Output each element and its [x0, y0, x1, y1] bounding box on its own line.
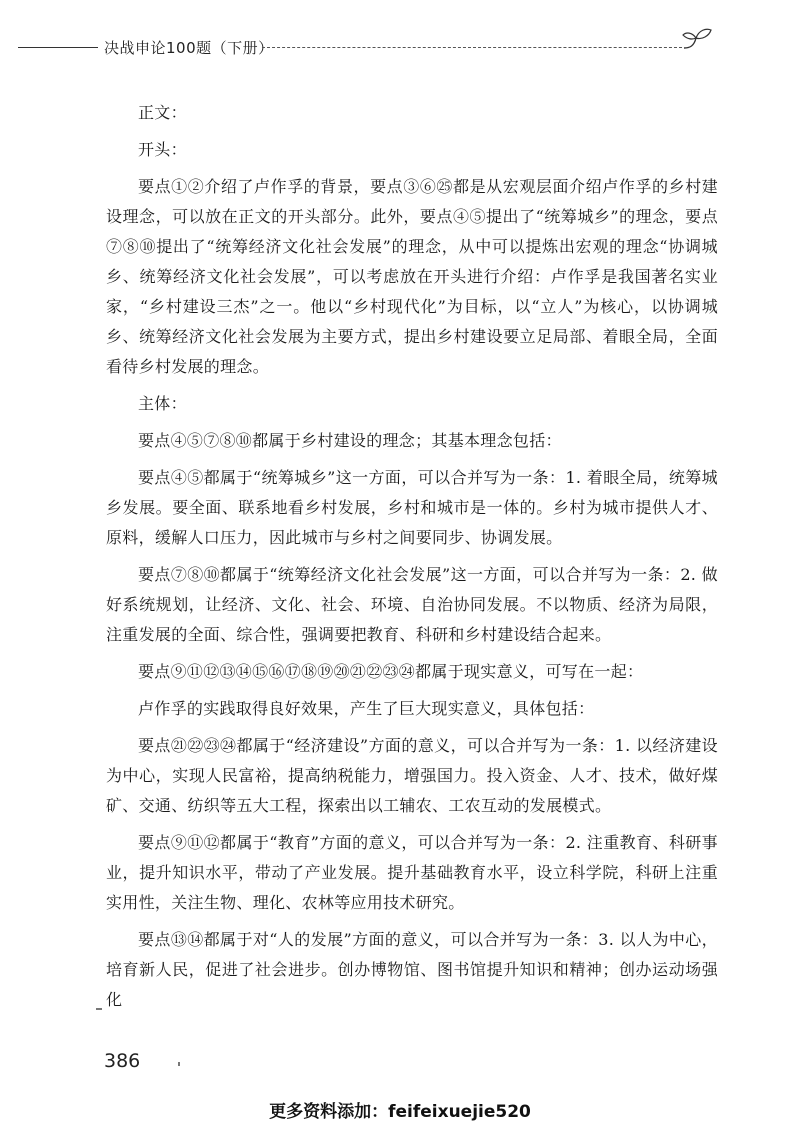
paragraph-significance-1: 要点㉑㉒㉓㉔都属于“经济建设”方面的意义，可以合并写为一条：1. 以经济建设为中心，实现人民富裕，提高纳税能力，增强国力。投入资金、人才、技术，做好煤矿、交通、纺织等五大工程，探索出以工辅农、工农互动的发展模式。 [106, 736, 718, 815]
paragraph-concept-2: 要点⑦⑧⑩都属于“统筹经济文化社会发展”这一方面，可以合并写为一条：2. 做好系统规划，让经济、文化、社会、环境、自治协同发展。不以物质、经济为局限，注重发展的全面、综合性，强调要把教育、科研和乡村建设结合起来。 [106, 565, 718, 644]
paragraph-opening-content: 要点①②介绍了卢作孚的背景，要点③⑥㉕都是从宏观层面介绍卢作孚的乡村建设理念，可以放在正文的开头部分。此外，要点④⑤提出了“统筹城乡”的理念，要点⑦⑧⑩提出了“统筹经济文化社会发展”的理念，从中可以提炼出宏观的理念“协调城乡、统筹经济文化社会发展”，可以考虑放在开头进行介绍：卢作孚是我国著名实业家，“乡村建设三杰”之一。他以“乡村现代化”为目标，以“立人”为核心，以协调城乡、统筹经济文化社会发展为主要方式，提出乡村建设要立足局部、着眼全局，全面看待乡村发展的理念。 [106, 177, 718, 376]
paragraph-concept-1: 要点④⑤都属于“统筹城乡”这一方面，可以合并写为一条：1. 着眼全局，统筹城乡发展。要全面、联系地看乡村发展，乡村和城市是一体的。乡村为城市提供人才、原料，缓解人口压力，因此城市与乡村之间要同步、协调发展。 [106, 468, 718, 547]
paragraph-body-label: 主体： [138, 394, 187, 413]
scan-mark [96, 1008, 102, 1010]
paragraph-significance-intro: 要点⑨⑪⑫⑬⑭⑮⑯⑰⑱⑲⑳㉑㉒㉓㉔都属于现实意义，可写在一起： [138, 662, 644, 681]
page-number: 386 [104, 1050, 141, 1072]
sprout-icon [680, 26, 714, 52]
footer-note: 更多资料添加：feifeixuejie520 [269, 1102, 531, 1122]
header-rule-right [262, 47, 682, 48]
header-rule-left [18, 47, 98, 48]
paragraph-opening-label: 开头： [138, 140, 187, 159]
paragraph-concepts-intro: 要点④⑤⑦⑧⑩都属于乡村建设的理念；其基本理念包括： [138, 431, 562, 450]
scan-mark [178, 1062, 180, 1066]
running-header-title: 决战申论100题（下册） [104, 39, 274, 57]
paragraph-significance-summary: 卢作孚的实践取得良好效果，产生了巨大现实意义，具体包括： [138, 699, 595, 718]
paragraph-main-text-label: 正文： [138, 103, 187, 122]
paragraph-significance-3: 要点⑬⑭都属于对“人的发展”方面的意义，可以合并写为一条：3. 以人为中心，培育新人民，促进了社会进步。创办博物馆、图书馆提升知识和精神；创办运动场强化 [106, 930, 718, 1009]
paragraph-significance-2: 要点⑨⑪⑫都属于“教育”方面的意义，可以合并写为一条：2. 注重教育、科研事业，提升知识水平，带动了产业发展。提升基础教育水平，设立科学院，科研上注重实用性，关注生物、理化、农林等应用技术研究。 [106, 833, 718, 912]
body-text [106, 98, 718, 1022]
